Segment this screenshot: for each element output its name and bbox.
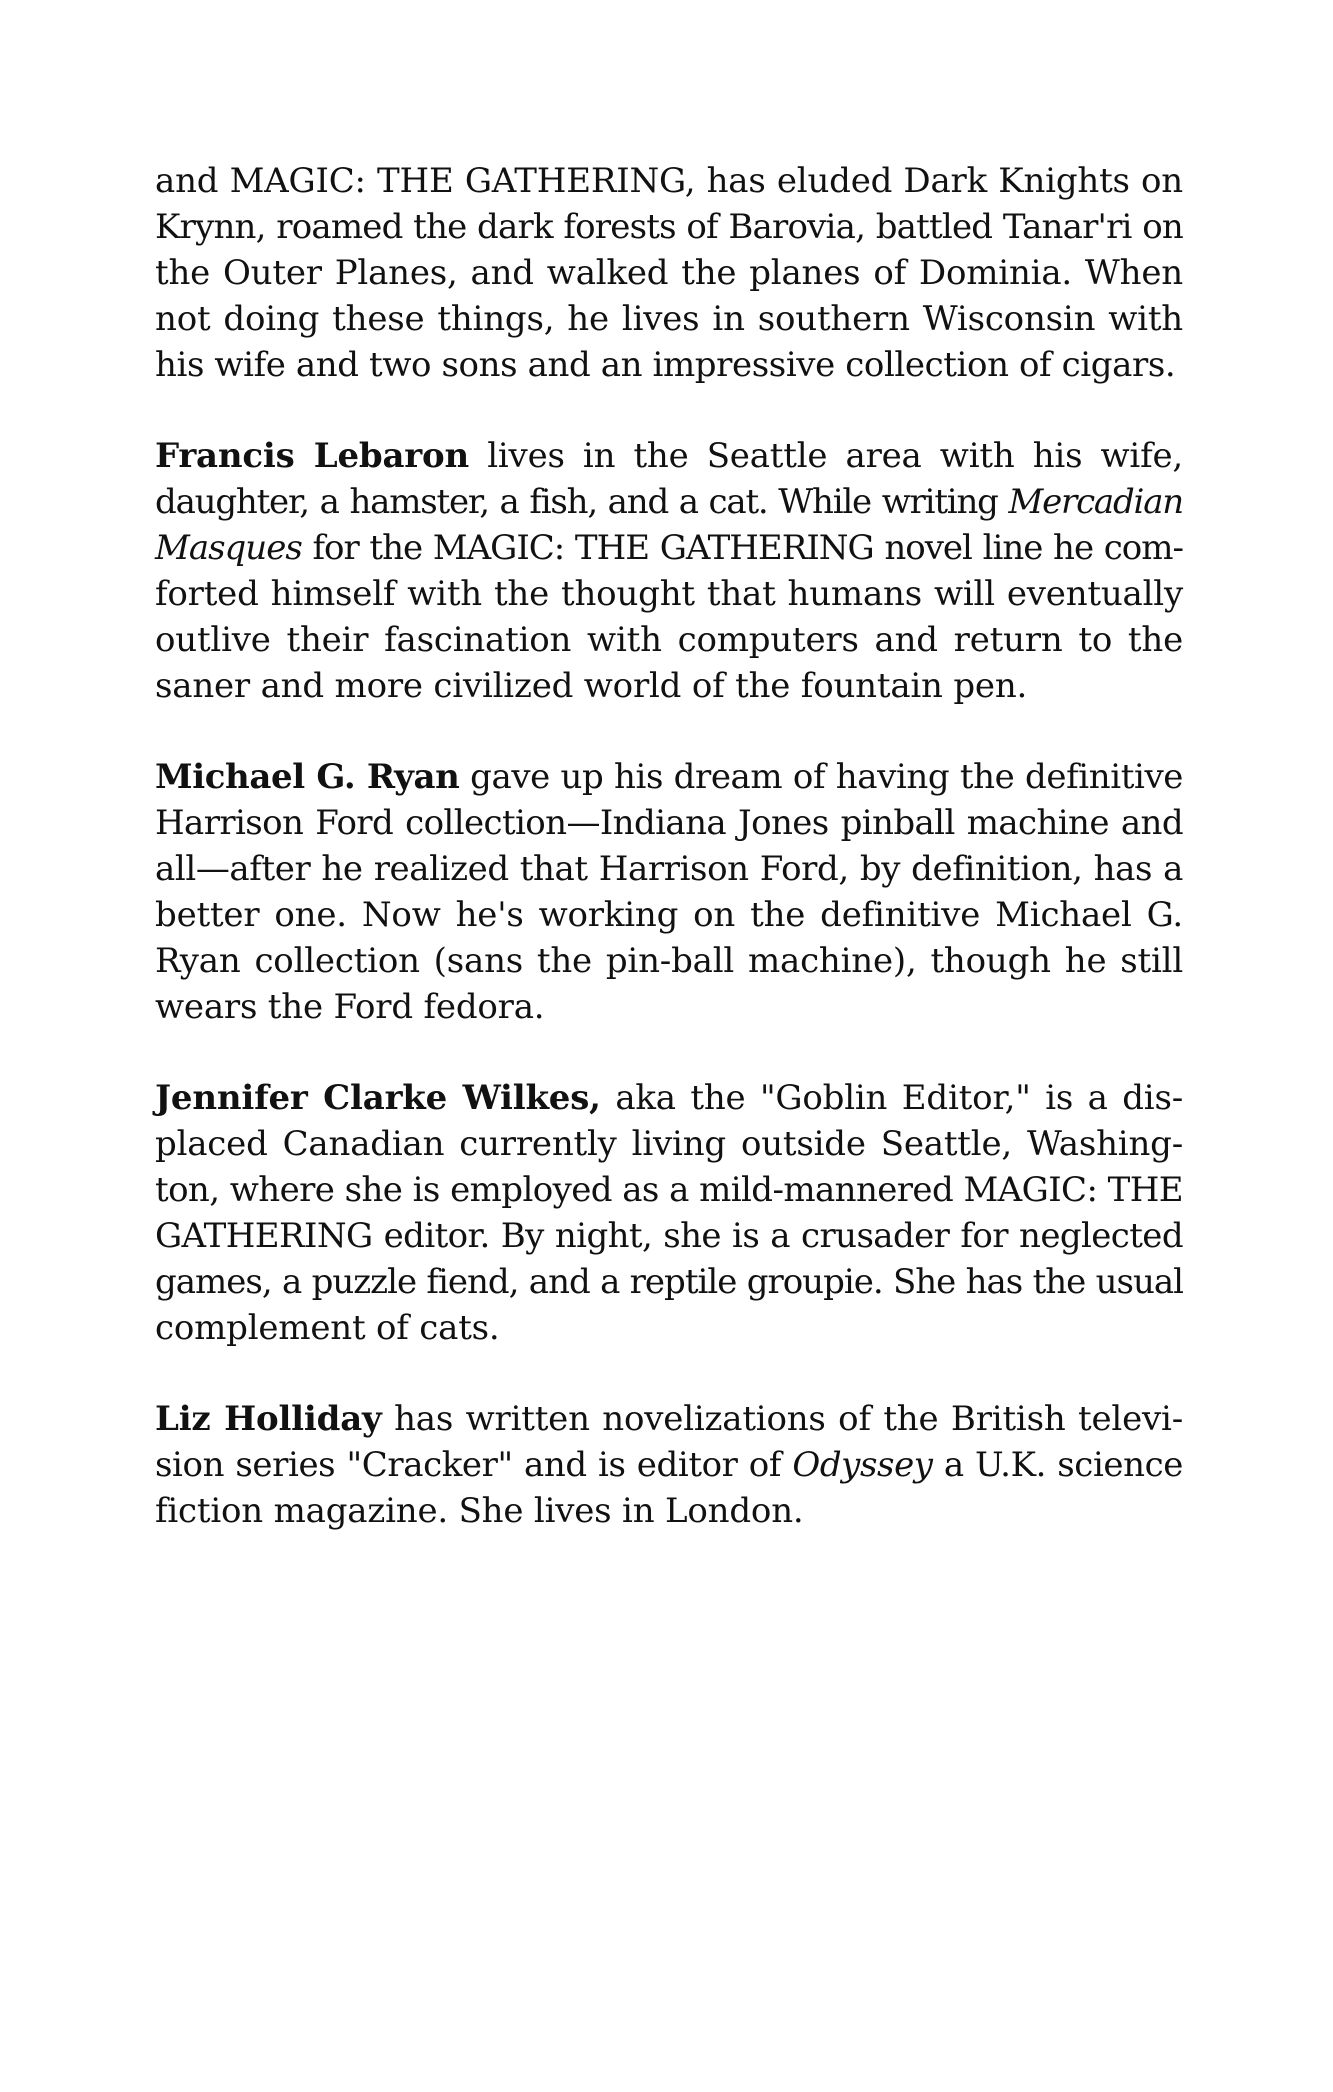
- author-name: Michael G. Ryan: [155, 757, 460, 797]
- text-fragment: lives in the Seattle area with his wife,: [469, 436, 1183, 476]
- text-line: Ryan collection (sans the pin-ball machine), though he still: [155, 941, 1183, 981]
- author-name: Francis Lebaron: [155, 436, 470, 476]
- text-line: complement of cats.: [155, 1308, 500, 1348]
- text-line: saner and more civilized world of the fountain pen.: [155, 666, 1028, 706]
- text-line: wears the Ford fedora.: [155, 987, 545, 1027]
- text-line: [155, 1442, 1183, 1488]
- text-line: fiction magazine. She lives in London.: [155, 1491, 804, 1531]
- magazine-title: Odyssey: [792, 1445, 933, 1485]
- text-line: [155, 754, 1183, 800]
- text-line: Harrison Ford collection—Indiana Jones pinball machine and: [155, 803, 1183, 843]
- text-line: outlive their fascination with computers and return to the: [155, 620, 1183, 660]
- bio-paragraph-francis-lebaron: [155, 433, 1183, 709]
- text-line: and MAGIC: THE GATHERING, has eluded Dark Knights on: [155, 161, 1183, 201]
- text-line: not doing these things, he lives in southern Wisconsin with: [155, 299, 1183, 339]
- text-line: all—after he realized that Harrison Ford, by definition, has a: [155, 849, 1183, 889]
- author-name: Liz Holliday: [155, 1399, 382, 1439]
- author-name: Jennifer Clarke Wilkes,: [155, 1078, 601, 1118]
- text-line: GATHERING editor. By night, she is a crusader for neglected: [155, 1216, 1183, 1256]
- text-fragment: has written novelizations of the British televi-: [381, 1399, 1183, 1439]
- text-line: forted himself with the thought that humans will eventually: [155, 574, 1183, 614]
- text-line: [155, 1075, 1183, 1121]
- text-fragment: sion series "Cracker" and is editor of: [155, 1445, 793, 1485]
- text-line: his wife and two sons and an impressive collection of cigars.: [155, 345, 1176, 385]
- text-line: placed Canadian currently living outside Seattle, Washing-: [155, 1124, 1183, 1164]
- text-line: [155, 525, 1183, 571]
- bio-paragraph-continued: [155, 158, 1183, 388]
- bio-paragraph-michael-ryan: [155, 754, 1183, 1030]
- text-fragment: a U.K. science: [932, 1445, 1184, 1485]
- text-fragment: aka the "Goblin Editor," is a dis-: [600, 1078, 1184, 1118]
- text-line: [155, 433, 1183, 479]
- text-line: [155, 479, 1183, 525]
- bio-paragraph-liz-holliday: [155, 1396, 1183, 1534]
- bio-paragraph-jennifer-wilkes: [155, 1075, 1183, 1351]
- book-title: Mercadian: [1008, 482, 1183, 522]
- text-line: [155, 1396, 1183, 1442]
- text-line: the Outer Planes, and walked the planes of Dominia. When: [155, 253, 1183, 293]
- text-line: games, a puzzle fiend, and a reptile groupie. She has the usual: [155, 1262, 1183, 1302]
- text-fragment: gave up his dream of having the definitive: [459, 757, 1183, 797]
- text-fragment: daughter, a hamster, a fish, and a cat. While writing: [155, 482, 1009, 522]
- text-line: better one. Now he's working on the definitive Michael G.: [155, 895, 1183, 935]
- text-fragment: for the MAGIC: THE GATHERING novel line he com-: [301, 528, 1183, 568]
- book-title: Masques: [155, 528, 302, 568]
- text-line: Krynn, roamed the dark forests of Barovia, battled Tanar'ri on: [155, 207, 1183, 247]
- page-body: [155, 158, 1183, 1579]
- text-line: ton, where she is employed as a mild-mannered MAGIC: THE: [155, 1170, 1183, 1210]
